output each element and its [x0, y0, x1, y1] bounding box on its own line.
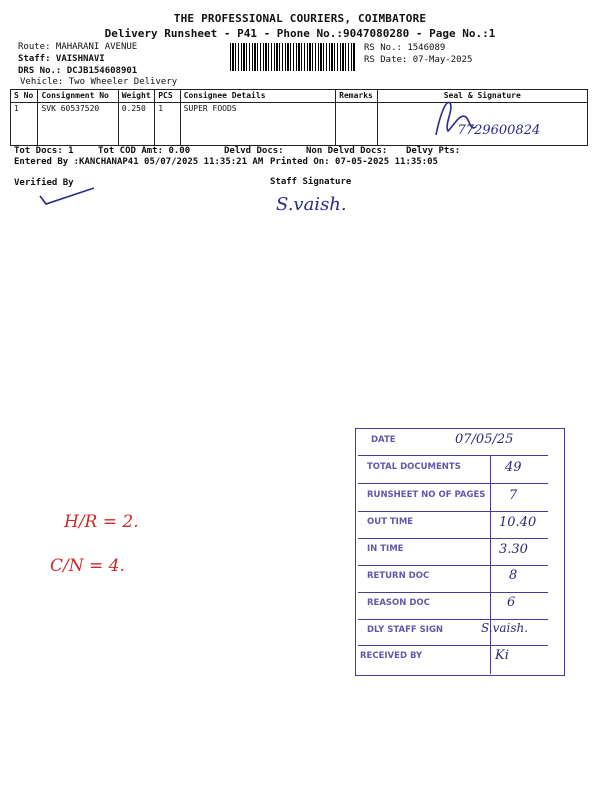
col-sno: S No [11, 90, 38, 103]
col-consignment: Consignment No [38, 90, 118, 103]
stamp-row-value: 3.30 [499, 542, 528, 557]
handwritten-note-cn: C/N = 4. [50, 556, 125, 576]
cell-consignee: SUPER FOODS [180, 103, 336, 146]
table-row [11, 103, 588, 146]
signature-phone: 7729600824 [457, 123, 541, 138]
cell-pcs: 1 [155, 103, 180, 146]
entered-by: Entered By :KANCHANAP41 05/07/2025 11:35:21 AM [14, 157, 264, 167]
stamp-row-label: DLY STAFF SIGN [367, 625, 444, 635]
verified-by-signature [36, 186, 100, 208]
cell-weight: 0.250 [118, 103, 154, 146]
cell-remarks [336, 103, 377, 146]
stamp-row-value: 10.40 [499, 515, 537, 530]
handwritten-note-hr: H/R = 2. [64, 512, 139, 532]
stamp-row-label: RECEIVED BY [360, 651, 423, 661]
staff-label: Staff: VAISHNAVI [18, 54, 105, 64]
company-title: THE PROFESSIONAL COURIERS, COIMBATORE [173, 12, 427, 25]
stamp-row-value: 7 [509, 488, 518, 503]
tot-cod: Tot COD Amt: 0.00 [98, 146, 191, 156]
non-delvd-docs: Non Delvd Docs: [306, 146, 388, 156]
col-pcs: PCS [155, 90, 180, 103]
stamp-row-value: Ki [495, 648, 509, 663]
col-remarks: Remarks [336, 90, 377, 103]
stamp-row-label: TOTAL DOCUMENTS [367, 462, 461, 472]
cell-signature [377, 103, 587, 146]
staff-signature-handwritten: S.vaish. [276, 194, 347, 215]
stamp-row-value: 6 [507, 595, 516, 610]
tot-docs: Tot Docs: 1 [14, 146, 74, 156]
cell-consignment: SVK 60537520 [38, 103, 118, 146]
route-label: Route: MAHARANI AVENUE [18, 42, 138, 52]
runsheet-title: Delivery Runsheet - P41 - Phone No.:9047080280 - Page No.:1 [104, 27, 496, 40]
consignment-table [10, 89, 588, 146]
stamp-row-label: OUT TIME [367, 517, 414, 527]
delvd-docs: Delvd Docs: [224, 146, 284, 156]
rs-number: RS No.: 1546089 [364, 43, 446, 53]
stamp-row-value: 49 [505, 460, 522, 475]
rs-date: RS Date: 07-May-2025 [364, 55, 473, 65]
drs-number: DRS No.: DCJB154608901 [18, 66, 138, 76]
staff-signature-label: Staff Signature [270, 177, 352, 187]
col-consignee: Consignee Details [180, 90, 336, 103]
stamp-date-value: 07/05/25 [455, 432, 514, 447]
verified-by-label: Verified By [14, 178, 74, 188]
stamp-row-label: RUNSHEET NO OF PAGES [367, 490, 486, 500]
stamp-date-label: DATE [371, 435, 396, 445]
delvy-pts: Delvy Pts: [406, 146, 461, 156]
stamp-row-label: IN TIME [367, 544, 404, 554]
printed-on: Printed On: 07-05-2025 11:35:05 [270, 157, 438, 167]
stamp-row-value: S.vaish. [481, 621, 529, 635]
cell-sno: 1 [11, 103, 38, 146]
col-seal-signature: Seal & Signature [377, 90, 587, 103]
barcode [230, 43, 356, 71]
col-weight: Weight [118, 90, 154, 103]
vehicle-label: Vehicle: Two Wheeler Delivery [20, 77, 178, 87]
office-stamp [355, 428, 565, 676]
stamp-row-value: 8 [509, 568, 518, 583]
stamp-row-label: RETURN DOC [367, 571, 430, 581]
stamp-row-label: REASON DOC [367, 598, 430, 608]
